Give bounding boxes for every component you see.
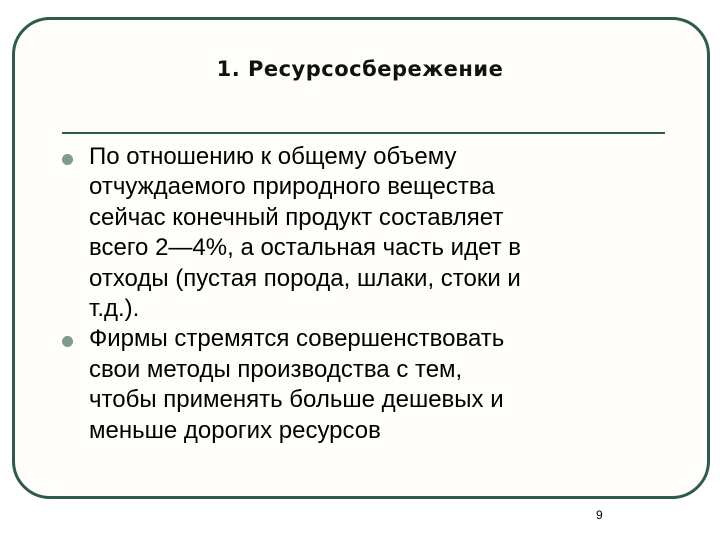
bullet-line: свои методы производства с тем, [89, 355, 463, 383]
bullet-line: отчуждаемого природного вещества [89, 173, 495, 201]
bullet-line: всего 2—4%, а остальная часть идет в [89, 234, 522, 262]
title-divider [62, 132, 665, 134]
bullet-list [60, 142, 660, 446]
bullet-line: меньше дорогих ресурсов [89, 416, 381, 444]
bullet-line: чтобы применять больше дешевых и [89, 386, 504, 414]
slide-title: 1. Ресурсосбережение [216, 57, 504, 81]
bullet-item-1 [60, 142, 660, 324]
bullet-dot-icon [62, 336, 73, 347]
bullet-line: По отношению к общему объему [89, 143, 457, 170]
bullet-line: отходы (пустая порода, шлаки, стоки и [89, 264, 521, 292]
bullet-line: сейчас конечный продукт составляет [89, 203, 504, 231]
bullet-dot-icon [62, 154, 73, 165]
bullet-line: т.д.). [89, 295, 140, 323]
bullet-item-2 [60, 324, 660, 446]
bullet-line: Фирмы стремятся совершенствовать [89, 325, 505, 353]
page-number: 9 [596, 508, 603, 522]
